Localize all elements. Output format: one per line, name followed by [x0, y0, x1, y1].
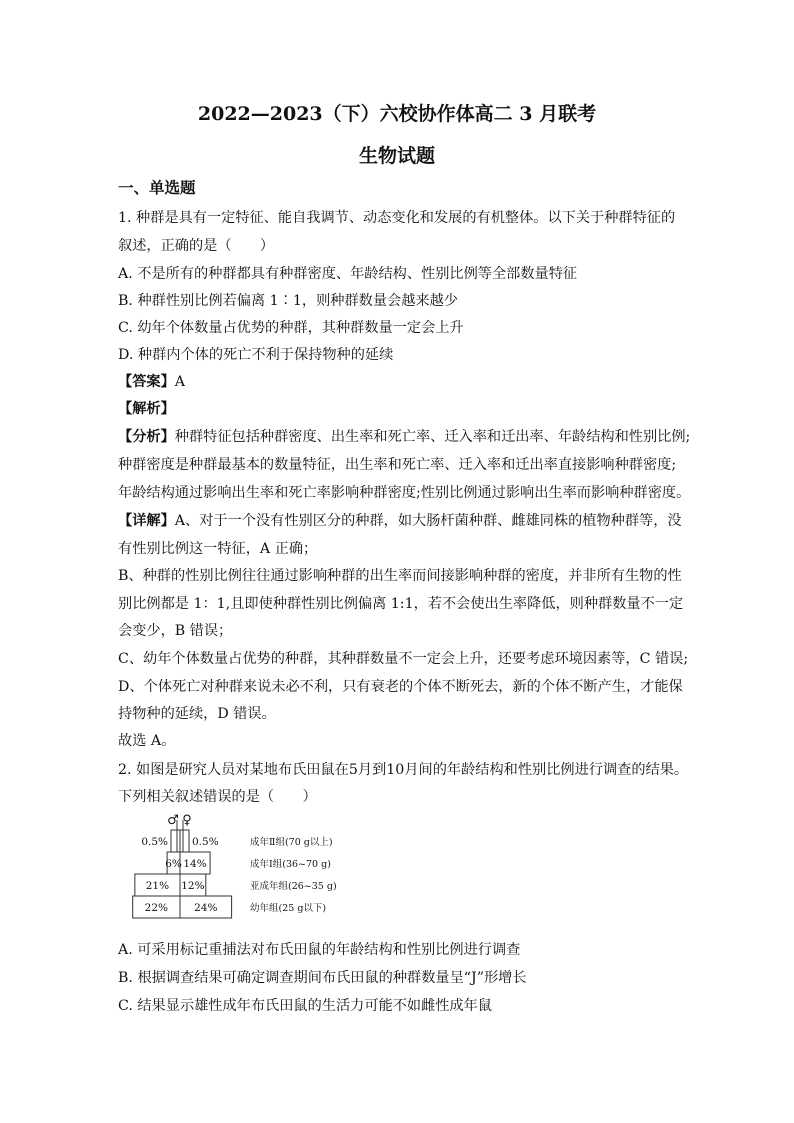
analysis-label: 【解析】 [118, 401, 175, 417]
male-data-label: 22% [144, 902, 169, 914]
q1-detail-line-1 [118, 511, 682, 531]
female-symbol: ♀ [182, 813, 192, 828]
q2-stem-line-2: 下列相关叙述错误的是（ ） [118, 789, 317, 805]
q1-detail-line-5: 会变少，B 错误； [118, 623, 233, 639]
q1-stem-line-2: 叙述，正确的是（ ） [118, 238, 275, 254]
male-data-label: 0.5% [141, 836, 168, 848]
age-sex-pyramid-chart [128, 812, 388, 924]
female-data-label: 12% [181, 880, 205, 892]
female-data-label: 14% [183, 858, 207, 870]
q1-detail-line-4: 别比例都是 1：1,且即使种群性别比例偏离 1:1，若不会使出生率降低，则种群数量不一定 [118, 596, 684, 612]
category-label: 成年Ⅰ组(36~70 g) [250, 859, 331, 870]
xiangjie-label: 【详解】 [118, 513, 175, 529]
category-label: 成年Ⅱ组(70 g以上) [250, 837, 333, 848]
q1-detail-line-7: D、个体死亡对种群来说未必不利，只有衰老的个体不断死去，新的个体不断产生，才能保 [118, 679, 683, 695]
q1-option-d: D. 种群内个体的死亡不利于保持物种的延续 [118, 347, 394, 363]
male-bar [171, 830, 180, 852]
q1-fenxi-line-3: 年龄结构通过影响出生率和死亡率影响种群密度;性别比例通过影响出生率而影响种群密度。 [118, 485, 691, 501]
male-data-label: 6% [165, 858, 182, 870]
fenxi-label: 【分析】 [118, 429, 175, 445]
q1-conclusion: 故选 A。 [118, 733, 176, 749]
q1-detail-line-3: B、种群的性别比例往往通过影响种群的出生率而间接影响种群的密度，并非所有生物的性 [118, 568, 682, 584]
q2-option-a: A. 可采用标记重捕法对布氏田鼠的年龄结构和性别比例进行调查 [118, 942, 521, 958]
q1-answer [118, 372, 185, 392]
male-symbol: ♂ [167, 813, 179, 828]
male-data-label: 21% [145, 880, 170, 892]
q1-option-b: B. 种群性别比例若偏离 1∶1，则种群数量会越来越少 [118, 293, 458, 309]
female-bar [180, 830, 189, 852]
document-title: 2022—2023（下）六校协作体高二 3 月联考 [197, 103, 597, 125]
fenxi-text-1: 种群特征包括种群密度、出生率和死亡率、迁入率和迁出率、年龄结构和性别比例; [174, 429, 691, 445]
q1-stem-line-1: 1. 种群是具有一定特征、能自我调节、动态变化和发展的有机整体。以下关于种群特征的 [118, 210, 676, 226]
category-label: 亚成年组(26~35 g) [250, 881, 337, 892]
q1-detail-line-2: 有性别比例这一特征，A 正确； [118, 541, 318, 557]
document-subtitle: 生物试题 [358, 145, 435, 167]
q2-stem-line-1: 2. 如图是研究人员对某地布氏田鼠在5月到10月间的年龄结构和性别比例进行调查的结果。 [118, 762, 689, 778]
female-data-label: 0.5% [192, 836, 219, 848]
q1-fenxi-line-2: 种群密度是种群最基本的数量特征，出生率和死亡率、迁入率和迁出率直接影响种群密度; [118, 457, 677, 473]
xiangjie-text-1: A、对于一个没有性别区分的种群，如大肠杆菌种群、雌雄同株的植物种群等，没 [174, 513, 682, 529]
q2-option-c: C. 结果显示雄性成年布氏田鼠的生活力可能不如雌性成年鼠 [118, 998, 493, 1014]
q1-option-a: A. 不是所有的种群都具有种群密度、年龄结构、性别比例等全部数量特征 [118, 266, 578, 282]
category-label: 幼年组(25 g以下) [250, 903, 327, 914]
q1-fenxi-line-1 [118, 427, 690, 447]
female-data-label: 24% [194, 902, 218, 914]
q1-detail-line-6: C、幼年个体数量占优势的种群，其种群数量不一定会上升，还要考虑环境因素等，C 错误; [118, 651, 689, 667]
q2-option-b: B. 根据调查结果可确定调查期间布氏田鼠的种群数量呈“J”形增长 [118, 970, 527, 986]
q1-detail-line-8: 持物种的延续，D 错误。 [118, 706, 276, 722]
answer-value: A [174, 374, 186, 390]
answer-label: 【答案】 [118, 374, 175, 390]
section-heading: 一、单选题 [118, 178, 196, 197]
q1-option-c: C. 幼年个体数量占优势的种群，其种群数量一定会上升 [118, 320, 464, 336]
